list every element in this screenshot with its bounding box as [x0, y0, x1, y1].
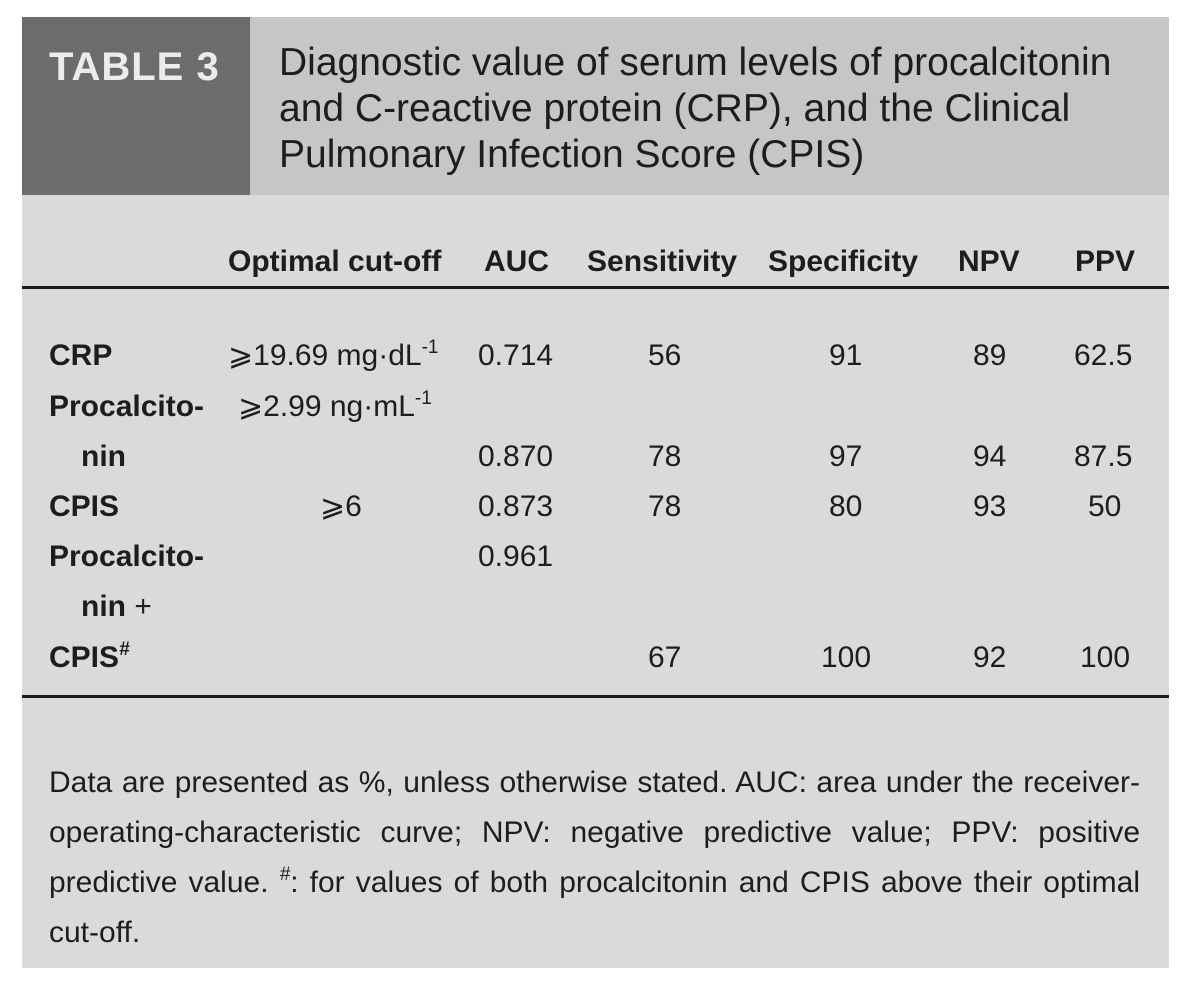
cutoff-cpis — [320, 490, 362, 524]
row-name-procalcitonin: Procalcito- — [49, 390, 205, 423]
ppv-combined: 100 — [1080, 641, 1131, 674]
sensitivity-cpis: 78 — [648, 490, 682, 523]
npv-combined: 92 — [973, 641, 1007, 674]
specificity-procalcitonin: 97 — [829, 440, 863, 473]
specificity-cpis: 80 — [829, 490, 863, 523]
row-name-combined-cont — [81, 590, 152, 624]
cutoff-value: 19.69 mg·dL — [253, 339, 422, 372]
row-name-part: CPIS — [49, 641, 120, 674]
row-name-crp: CRP — [49, 339, 113, 372]
footnote-hash-mark: # — [279, 864, 291, 885]
npv-cpis: 93 — [973, 490, 1007, 523]
sensitivity-crp: 56 — [648, 339, 682, 372]
cutoff-procalcitonin — [238, 390, 432, 424]
table-label: TABLE 3 — [49, 45, 220, 89]
sensitivity-combined: 67 — [648, 641, 682, 674]
table-title-line: Pulmonary Infection Score (CPIS) — [279, 133, 865, 176]
table-title — [279, 40, 1159, 178]
row-name-combined-end — [49, 641, 130, 675]
sensitivity-procalcitonin: 78 — [648, 440, 682, 473]
table-footnote — [49, 758, 1140, 958]
auc-cpis: 0.873 — [478, 490, 554, 523]
ppv-crp: 62.5 — [1074, 339, 1133, 372]
ppv-procalcitonin: 87.5 — [1074, 440, 1133, 473]
cutoff-crp — [228, 339, 439, 373]
cutoff-value: 2.99 ng·mL — [263, 390, 415, 423]
header-specificity: Specificity — [768, 245, 919, 278]
row-name-combined: Procalcito- — [49, 540, 205, 573]
npv-crp: 89 — [973, 339, 1007, 372]
footnote-main: Data are presented as %, unless otherwise stated. AUC: area under the receiver-operating-characteristic curve; NPV: negative predictive value; PPV: positive predictive value. — [49, 766, 1140, 899]
table-title-line: and C-reactive protein (CRP), and the Clinical — [279, 87, 1071, 130]
header-rule — [22, 286, 1169, 289]
specificity-combined: 100 — [821, 641, 872, 674]
specificity-crp: 91 — [829, 339, 863, 372]
bottom-rule — [22, 695, 1169, 698]
auc-procalcitonin: 0.870 — [478, 440, 554, 473]
row-name-procalcitonin-cont: nin — [81, 440, 126, 473]
row-name-part: nin — [81, 590, 126, 623]
ppv-cpis: 50 — [1088, 490, 1122, 523]
hash-footnote-mark: # — [119, 639, 130, 660]
header-sensitivity: Sensitivity — [587, 245, 738, 278]
cutoff-exponent: -1 — [421, 337, 439, 358]
header-auc: AUC — [484, 245, 549, 278]
header-npv: NPV — [958, 245, 1020, 278]
geq-symbol: ⩾ — [320, 490, 346, 523]
geq-symbol: ⩾ — [238, 390, 264, 423]
npv-procalcitonin: 94 — [973, 440, 1007, 473]
table-panel — [22, 17, 1169, 968]
header-optimal-cutoff: Optimal cut-off — [228, 245, 442, 278]
row-name-cpis: CPIS — [49, 490, 120, 523]
geq-symbol: ⩾ — [228, 339, 254, 372]
table-title-line: Diagnostic value of serum levels of procalcitonin — [279, 41, 1112, 84]
footnote-end: : for values of both procalcitonin and CPIS above their optimal cut-off. — [49, 866, 1140, 949]
table-label-box — [22, 17, 250, 195]
auc-crp: 0.714 — [478, 339, 554, 372]
header-ppv: PPV — [1075, 245, 1136, 278]
cutoff-value: 6 — [345, 490, 362, 523]
auc-combined: 0.961 — [478, 540, 554, 573]
table-title-box — [250, 17, 1169, 195]
row-name-plus: + — [126, 590, 152, 623]
cutoff-exponent: -1 — [414, 388, 432, 409]
